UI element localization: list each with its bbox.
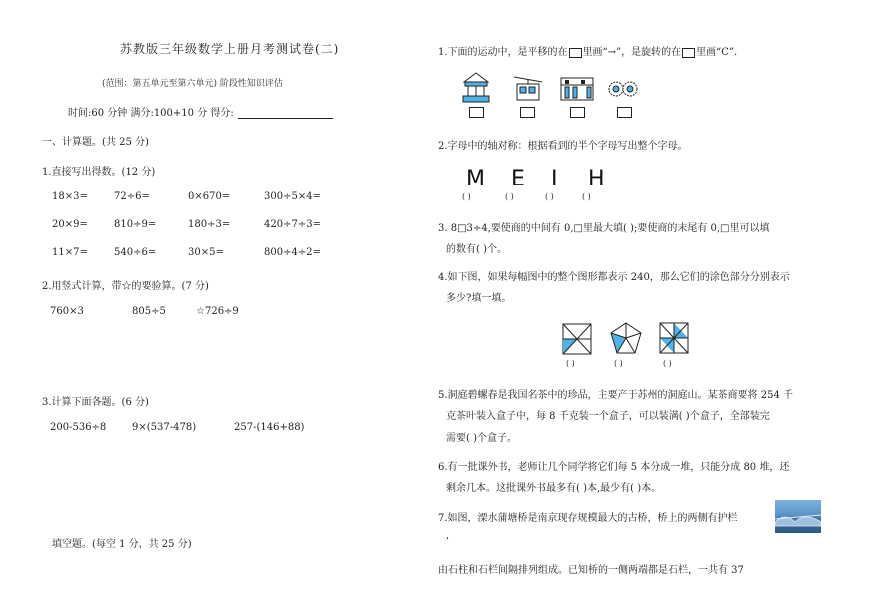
bridge-image	[775, 500, 821, 533]
half-letter: E	[511, 168, 525, 185]
answer-paren[interactable]: ( )	[545, 192, 554, 201]
q1-heading: 1.直接写出得数。(12 分)	[42, 167, 156, 178]
shaded-square-figure	[562, 323, 592, 355]
calc-item: 72÷6=	[114, 191, 150, 202]
section1-heading: 一、计算题。(共 25 分)	[42, 137, 149, 148]
r-q7-line1: 7.如图，溧水蒲塘桥是南京现存规模最大的古桥，桥上的两侧有护栏	[438, 513, 738, 524]
vertical-calc-item: 805÷5	[132, 306, 166, 317]
answer-paren[interactable]: ( )	[582, 192, 591, 201]
answer-paren[interactable]: ( )	[462, 192, 471, 201]
cable-car-icon	[513, 74, 543, 102]
page-title: 苏教版三年级数学上册月考测试卷(二)	[120, 42, 340, 56]
half-letter: I	[551, 168, 558, 185]
answer-box[interactable]	[570, 107, 585, 118]
answer-box[interactable]	[617, 107, 632, 118]
q3-heading: 3.计算下面各题。(6 分)	[42, 397, 149, 408]
calc-item: 800÷4÷2=	[264, 247, 321, 258]
r-q7-line2: ,	[446, 530, 450, 541]
expression-item: 200-536÷8	[50, 422, 107, 433]
scope-text: (范围：第五单元至第六单元) 阶段性知识评估	[102, 79, 283, 89]
calc-item: 0×670=	[188, 191, 231, 202]
calc-item: 540÷6=	[114, 247, 157, 258]
exam-info-text: 时间:60 分钟 满分:100+10 分 得分:	[68, 108, 234, 119]
abacus-icon	[560, 77, 594, 101]
r-q1-post: 里画“C”.	[696, 47, 738, 58]
r-q4-line2: 多少?填一填。	[446, 293, 512, 304]
calc-item: 30×5=	[188, 247, 224, 258]
half-letter: M	[466, 168, 485, 185]
r-q3-line2: 的数有( )个。	[446, 244, 507, 255]
r-q3-line1: 3. 8□3÷4,要使商的中间有 0,□里最大填( );要使商的末尾有 0,□里可以填	[438, 223, 770, 234]
expression-item: 257-(146+88)	[234, 422, 305, 433]
section2-heading: 填空题。(每空 1 分，共 25 分)	[52, 539, 192, 550]
vertical-calc-item: 760×3	[50, 306, 84, 317]
shaded-pentagon-figure	[609, 321, 643, 355]
exam-info	[68, 104, 333, 119]
r-q2-text: 2.字母中的轴对称：根据看到的半个字母写出整个字母。	[438, 141, 688, 152]
calc-item: 420÷7÷3=	[264, 219, 321, 230]
answer-box[interactable]	[469, 107, 484, 118]
gears-icon	[607, 79, 639, 99]
answer-box[interactable]	[520, 107, 535, 118]
calc-item: 810÷9=	[114, 219, 157, 230]
r-q7-line3: 由石柱和石栏间隔排列组成。已知桥的一侧两端都是石栏，一共有 37	[438, 565, 744, 576]
calc-item: 18×3=	[52, 191, 88, 202]
answer-box[interactable]	[682, 48, 695, 58]
answer-paren[interactable]: ( )	[505, 192, 514, 201]
calc-item: 300÷5×4=	[264, 191, 321, 202]
bridge-photo	[775, 500, 821, 533]
r-q1-mid: 里画“→”，是旋转的在	[582, 47, 682, 58]
answer-box[interactable]	[569, 48, 582, 58]
score-blank[interactable]	[238, 108, 333, 119]
half-letter: H	[588, 168, 605, 185]
carousel-icon	[462, 72, 490, 104]
r-q5-line1: 5.洞庭碧螺春是我国名茶中的珍品，主要产于苏州的洞庭山。某茶商要将 254 千	[438, 390, 793, 401]
answer-paren[interactable]: ( )	[566, 359, 575, 368]
shaded-grid-figure	[659, 322, 689, 354]
r-q5-line3: 需要( )个盒子。	[446, 433, 517, 444]
expression-item: 9×(537-478)	[132, 422, 197, 433]
vertical-calc-item: ☆726÷9	[196, 306, 239, 317]
q2-heading: 2.用竖式计算，带☆的要验算。(7 分)	[42, 281, 209, 292]
r-q1-text	[438, 43, 737, 58]
answer-paren[interactable]: ( )	[614, 359, 623, 368]
r-q6-line2: 剩余几本。这批课外书最多有( )本,最少有( )本。	[446, 483, 662, 494]
r-q5-line2: 克茶叶装入盒子中，每 8 千克装一个盒子，可以装满( )个盒子，全部装完	[446, 411, 770, 422]
r-q6-line1: 6.有一批课外书，老师让几个同学将它们每 5 本分成一堆，只能分成 80 堆，还	[438, 462, 790, 473]
answer-paren[interactable]: ( )	[663, 359, 672, 368]
calc-item: 20×9=	[52, 219, 88, 230]
calc-item: 11×7=	[52, 247, 88, 258]
r-q4-line1: 4.如下图，如果每幅图中的整个图形都表示 240，那么它们的涂色部分分别表示	[438, 272, 790, 283]
r-q1-pre: 1.下面的运动中，是平移的在	[438, 47, 568, 58]
calc-item: 180÷3=	[188, 219, 231, 230]
